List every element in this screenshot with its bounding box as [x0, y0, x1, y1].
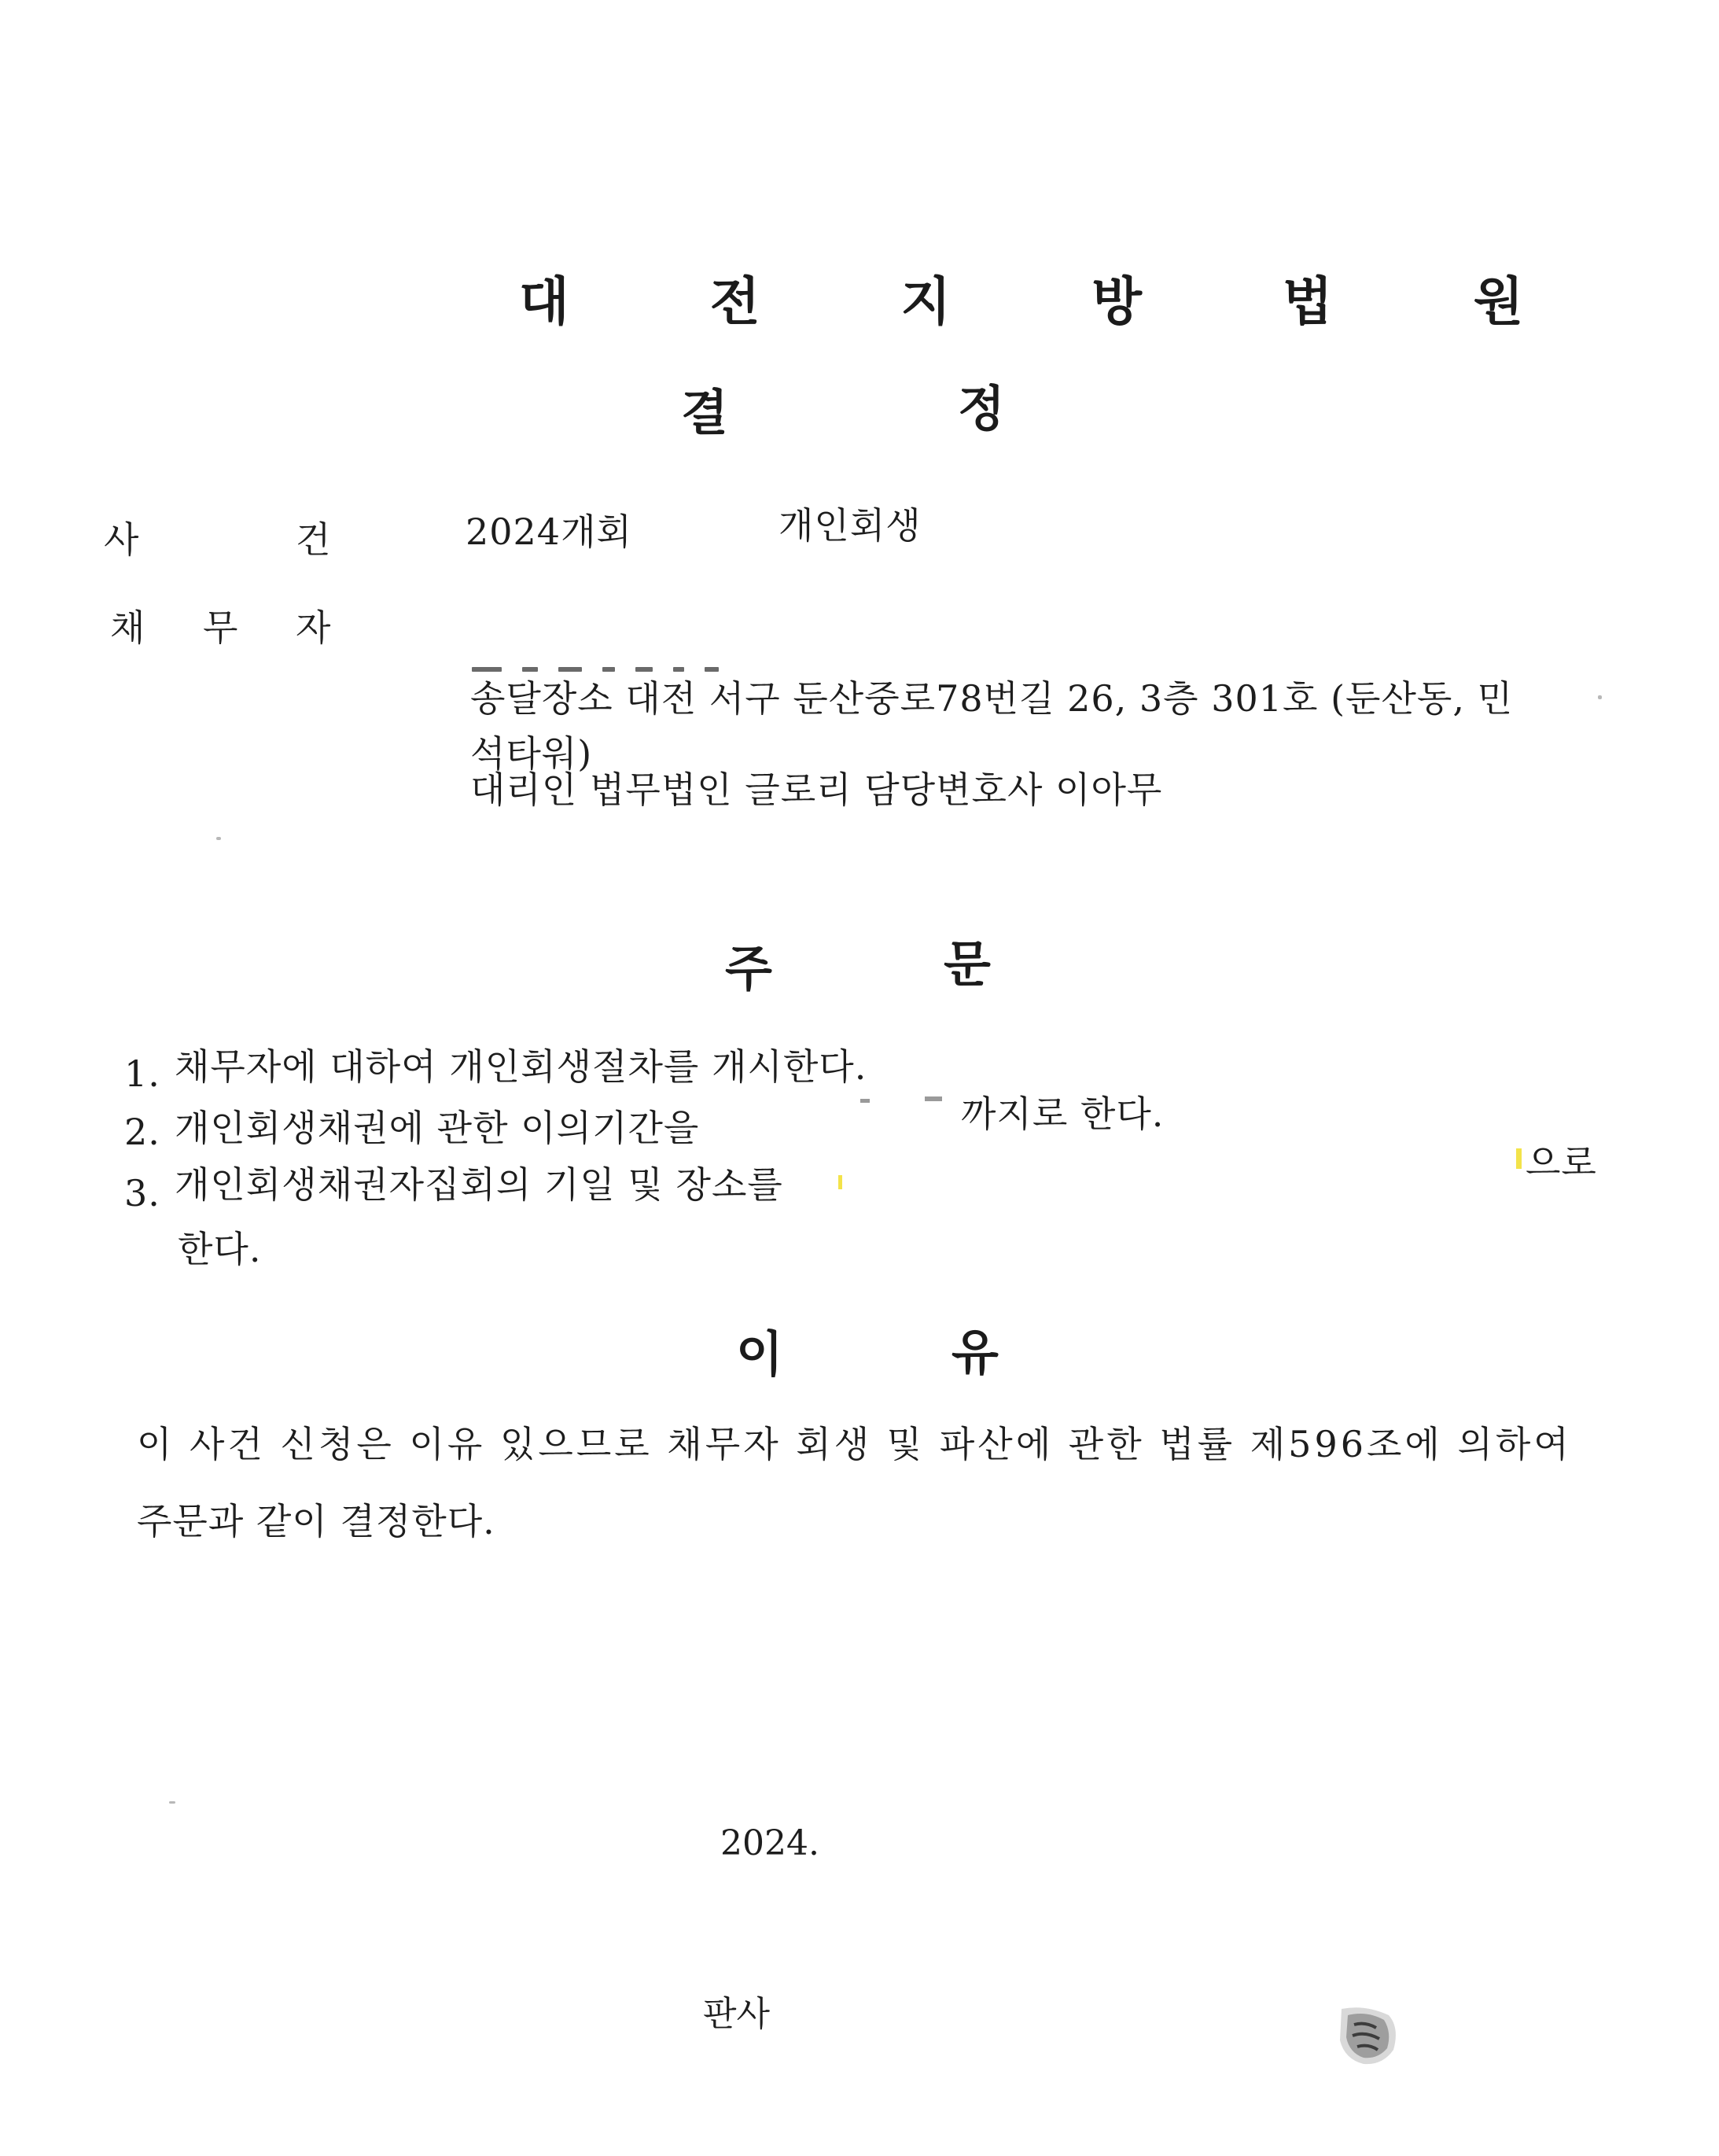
decision-date: 2024. — [720, 1823, 819, 1863]
order-item-3-tail: 으로 — [1526, 1141, 1597, 1184]
order-item-2-text: 개인회생채권에 관한 이의기간을 — [175, 1107, 700, 1149]
court-seal-remnant — [1334, 2004, 1404, 2067]
order-item-2-tail: 까지로 한다. — [961, 1093, 1165, 1135]
debtor-address-line-2: 석타워) — [470, 732, 593, 775]
reason-heading-left: 이 — [736, 1325, 783, 1383]
case-number: 2024개회 — [466, 510, 632, 553]
order-item-3-continuation: 한다. — [178, 1228, 262, 1270]
doc-type-left: 결 — [681, 384, 728, 441]
case-label-2: 건 — [296, 518, 331, 561]
highlight-remnant — [1516, 1148, 1522, 1169]
order-item-3-number: 3. — [124, 1172, 160, 1214]
order-item-1-text: 채무자에 대하여 개인회생절차를 개시한다. — [175, 1045, 867, 1088]
case-label-1: 사 — [104, 518, 139, 561]
debtor-label-2: 무 — [203, 606, 238, 649]
court-name: 대 전 지 방 법 원 — [519, 271, 1585, 332]
order-item-2-number: 2. — [124, 1111, 160, 1153]
debtor-address-line-1: 송달장소 대전 서구 둔산중로78번길 26, 3층 301호 (둔산동, 민 — [470, 677, 1514, 720]
redaction-remnant — [925, 1096, 942, 1101]
order-item-1-number: 1. — [124, 1052, 160, 1095]
highlight-remnant — [838, 1175, 842, 1189]
scan-speck — [216, 837, 221, 840]
case-type: 개인회생 — [779, 504, 922, 547]
reason-line-1: 이 사건 신청은 이유 있으므로 채무자 회생 및 파산에 관한 법률 제596조에 의하여 — [137, 1423, 1572, 1465]
scan-speck — [169, 1801, 175, 1804]
reason-heading-right: 유 — [952, 1324, 999, 1381]
doc-type-right: 정 — [958, 380, 1005, 437]
debtor-agent: 대리인 법무법인 글로리 담당변호사 이아무 — [470, 768, 1163, 811]
redaction-remnant — [860, 1099, 870, 1103]
order-heading-right: 문 — [944, 935, 991, 993]
debtor-label-1: 채 — [110, 606, 145, 649]
reason-line-2: 주문과 같이 결정한다. — [137, 1500, 495, 1542]
order-item-3-text: 개인회생채권자집회의 기일 및 장소를 — [175, 1163, 783, 1206]
scan-speck — [1598, 695, 1602, 699]
judge-label: 판사 — [703, 1994, 771, 2034]
order-heading-left: 주 — [725, 940, 772, 997]
debtor-label-3: 자 — [296, 606, 331, 649]
